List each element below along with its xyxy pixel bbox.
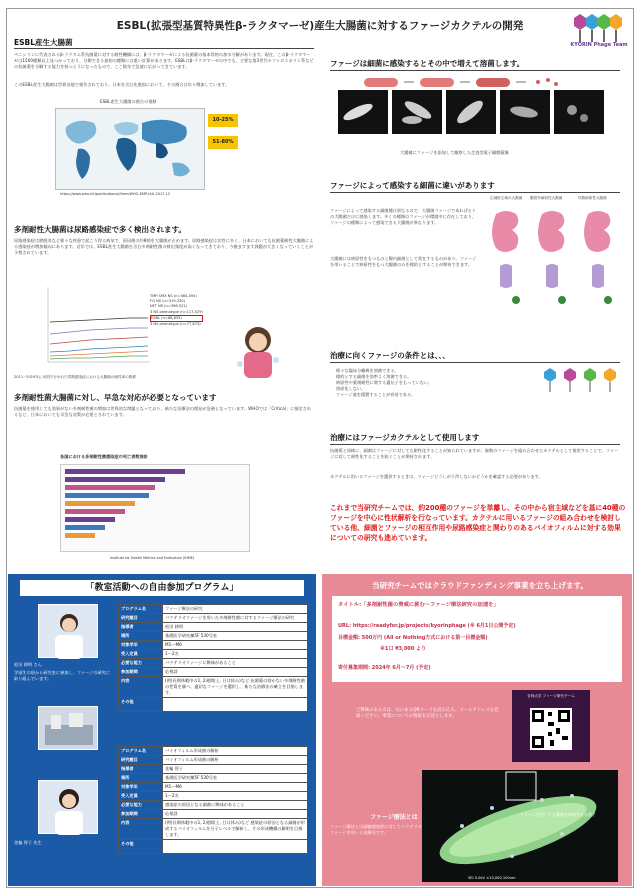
bar (65, 517, 115, 522)
program-title: 「教室活動への自由参加プログラム」 (20, 580, 304, 596)
condition-item: 標的とする細菌を効率よく溶菌できる。 (336, 374, 412, 380)
bar (65, 509, 125, 514)
condition-item: 病原性や薬剤耐性に関する遺伝子をもっていない。 (336, 380, 433, 386)
table-row (119, 605, 308, 614)
map-caption: ESBL産生大腸菌の割合の推移 (100, 99, 157, 104)
sem-image-2 (392, 90, 442, 134)
conditions-list (336, 368, 536, 398)
sem-scale-label: SEI 5.0kV ×10,000 100nm (468, 876, 516, 880)
cf-goal: 目標金額: 500万円 (All or Nothing方式における第一目標金額) (338, 635, 488, 641)
legend-10-25: 10-25% (208, 114, 238, 127)
table-row (119, 783, 308, 792)
lysis-sequence-icon (360, 74, 600, 90)
section-heading-conditions: 治療に向くファージの条件とは、、、 (330, 351, 450, 360)
table-row (119, 792, 308, 801)
bar (65, 485, 155, 490)
phage-therapy-body: ファージ療法とは細菌感染症に対してバクテリオファージを用いる治療法です。 (330, 824, 422, 836)
table-row (119, 819, 308, 840)
table-value (163, 698, 308, 712)
table-key: 内容 (119, 677, 163, 698)
table-row (119, 641, 308, 650)
table-key: 参加期間 (119, 668, 163, 677)
table-row (119, 698, 308, 712)
legend-item: 3 NS phenotype (n=77,673) (150, 322, 201, 327)
cf-note: ご興味のある方は、右にあるQRコードを読み込み、メールアドレスを登録ください。事業についての情報をお送りします。 (356, 708, 499, 720)
table-row (119, 668, 308, 677)
bar (65, 493, 149, 498)
sem-image-4 (500, 90, 550, 134)
photo1-body: 学部生の頃から研究室に参加し、ファージの研究に取り組んでいます。 (14, 670, 111, 682)
bar-caption: 各国における多剤耐性菌感染症の死亡者数推計 (60, 454, 148, 459)
table-value: 松田 耕明 (163, 623, 308, 632)
cf-url: URL: https://readyfor.jp/projects/kyorinphage (※ 6月1日公開予定) (338, 623, 516, 629)
table-key: プログラム名 (119, 605, 163, 614)
section-heading-esbl: ESBL産生大腸菌 (14, 38, 73, 47)
chart-caption: 2011~2019年に米国で行われた尿路感染症における大腸菌の耐性率の推移 (14, 375, 136, 379)
table-key: 対象学年 (119, 641, 163, 650)
table-value: 応相談 (163, 810, 308, 819)
bar (65, 525, 105, 530)
table-row (119, 650, 308, 659)
program-table-1 (118, 604, 308, 712)
table-key: 参加期間 (119, 810, 163, 819)
table-value: 1〜2名 (163, 792, 308, 801)
table-row (119, 774, 308, 783)
qr-code-icon[interactable] (530, 708, 572, 750)
host-label-1: 広域宿主域の大腸菌 (490, 196, 523, 200)
table-key: 指導者 (119, 623, 163, 632)
table-value: バクテリオファージを用いた多剤耐性菌に対するファージ療法の研究 (163, 614, 308, 623)
table-row (119, 623, 308, 632)
table-value: 感染症の原因となる細菌に興味があること (163, 801, 308, 810)
table-row (119, 765, 308, 774)
bacterium-side-caption: ファージを用いて大腸菌を溶菌させる様子 (520, 812, 596, 817)
table-row (119, 677, 308, 698)
researcher-photo-2 (38, 780, 98, 834)
world-map-icon (56, 109, 206, 191)
section-heading-uti: 多剤耐性大腸菌は尿路感染症で多く検出されます。 (14, 225, 186, 234)
host-label-3: 尿路病原性大腸菌 (578, 196, 607, 200)
table-row (119, 659, 308, 668)
logo-text: KYORIN Phage Team (570, 42, 628, 48)
divider (330, 444, 620, 445)
cf-project-title: タイトル:「多剤耐性菌の脅威に挑む〜ファージ療法研究の加速を」 (338, 602, 499, 608)
bar (65, 477, 165, 482)
table-key: 必要な能力 (119, 801, 163, 810)
table-key: 内容 (119, 819, 163, 840)
table-row (119, 810, 308, 819)
sem-image-1 (338, 90, 388, 134)
cf-period: 寄付募集期間: 2024年 6月〜7月 (予定) (338, 665, 431, 671)
divider (330, 70, 620, 71)
table-key: その他 (119, 698, 163, 712)
table-value: 花輪 智子 (163, 765, 308, 774)
section-heading-host-range: ファージによって感染する細菌に違いがあります (330, 181, 495, 190)
divider (330, 192, 620, 193)
section-heading-urgent: 多剤耐性菌大腸菌に対し、早急な対応が必要となっています (14, 393, 217, 402)
bar (65, 469, 185, 474)
bacterium-sem-image (422, 770, 618, 882)
table-key: 研究題目 (119, 614, 163, 623)
table-value: (例)長期休暇中の1, 2週間(土, 日は休み)など 抗菌薬の効かない多剤耐性菌の性質を調べ、適切なファージを選択し、新たな治療法の確立を目指します。 (163, 677, 308, 698)
sem-caption: 大腸菌にファージを添加して観察した走査型電子顕微鏡像 (400, 150, 509, 155)
condition-item: ファージ液を精製することが容易である。 (336, 392, 416, 398)
table-value: 応相談 (163, 668, 308, 677)
program-table-2 (118, 746, 308, 854)
resistance-trend-chart (40, 282, 240, 372)
table-value: 1〜2名 (163, 650, 308, 659)
qr-caption: 杏林大学 ファージ研究チーム (527, 694, 575, 698)
table-key: プログラム名 (119, 747, 163, 756)
legend-item: NFT NS (n=396,521) (150, 304, 188, 309)
table-value: バイオフィルム形成菌の解析 (163, 756, 308, 765)
legend-item: FQ NS (n=319,330) (150, 299, 186, 304)
cf-unit: ※1口 ¥3,000 より (380, 646, 427, 652)
table-key: 指導者 (119, 765, 163, 774)
photo1-caption: 松田 耕明 さん (14, 662, 42, 667)
section-heading-phage-lysis: ファージは細菌に感染するとその中で増えて溶菌します。 (330, 59, 525, 68)
phage-cocktail-icon (540, 364, 630, 394)
table-value: バイオフィルム形成菌の解析 (163, 747, 308, 756)
table-key: 対象学年 (119, 783, 163, 792)
table-key: 研究題目 (119, 756, 163, 765)
divider (14, 48, 314, 49)
host-range-body: ファージによって感染する細菌種は異なるので、大腸菌ファージであればヒトの大腸菌だけに感染します。多くの種類のファージが環境中に存在しており、ファージの種類によって感染できる大腸菌が異なります。 (330, 208, 477, 226)
divider (330, 362, 620, 363)
table-key: 受入定員 (119, 650, 163, 659)
patient-illustration-icon (228, 320, 288, 380)
condition-item: 様々な臨床分離株を溶菌できる。 (336, 368, 399, 373)
cocktail-body-2: カクテルに用いるファージを選択するときは、ファージどうしが干渉しないかどうかを確認する必要があります。 (330, 474, 543, 479)
table-value: M1〜M6 (163, 641, 308, 650)
table-row (119, 840, 308, 854)
table-row (119, 756, 308, 765)
photo2-caption: 花輪 智子 先生 (14, 840, 42, 845)
table-value (163, 840, 308, 854)
crowdfunding-title: 当研究チームではクラウドファンディング事業を立ち上げます。 (372, 581, 588, 590)
poster-title: ESBL(拡張型基質特異性β-ラクタマーゼ)産生大腸菌に対するファージカクテルの開発 (116, 20, 524, 32)
legend-item: TMP-SMX NS (n=364,394) (150, 294, 197, 298)
table-row (119, 801, 308, 810)
lab-photo (38, 706, 98, 750)
table-value: バクテリオファージに興味があること (163, 659, 308, 668)
table-row (119, 747, 308, 756)
intestine-diagram-icon (486, 204, 626, 314)
host-label-2: 腸管外病原性大腸菌 (530, 196, 563, 200)
deaths-bar-chart (60, 464, 250, 552)
table-value: 基礎医学研究棟5F 530号室 (163, 632, 308, 641)
table-row (119, 632, 308, 641)
research-summary-red: これまで当研究チームでは、約200種のファージを単離し、その中から宿主域などを基に40種のファージを中心に性状解析を行なっています。カクテルに用いるファージの組み合わせを検討している他、細菌とファージの相互作用や尿路感染症と関わりのあるバイオフィルムに対する効果についての研究も進めています。 (330, 504, 626, 542)
table-key: 場所 (119, 774, 163, 783)
sem-image-3 (446, 90, 496, 134)
condition-item: 溶原化しない。 (336, 386, 366, 392)
table-key: 必要な能力 (119, 659, 163, 668)
table-key: 場所 (119, 632, 163, 641)
sem-image-5 (554, 90, 604, 134)
table-key: 受入定員 (119, 792, 163, 801)
uti-body: 尿路感染症は膀胱炎など様々な疾患で起こり得る病気で、原因菌の約8割を大腸菌が占めます。尿路感染症は女性に多く、日本においても抗菌薬耐性大腸菌による感染症が増加傾向にあります。近年では、ESBL産生大腸菌を含む多剤耐性菌の検出頻度が高くなってきており、今後ますます課題が大きくなっていくことが予想されています。 (14, 238, 314, 256)
esbl-body: ペニシリンに代表されるβ-ラクタム系抗菌薬に対する耐性機構には、β-ラクタマーゼによる抗菌薬の基本骨格の加水分解があります。現在、このβ-ラクタマーゼは1500種類以上見つかっており、分類できる最初の種類には重い計算があります。ESBLはβ-ラクタマーゼの中でも、主要な第3世代セファロスポリン系などの抗菌薬を分解する能力を持つようになったもので、ここ数年で急速に広がってきています。 (14, 52, 314, 70)
bar (65, 533, 95, 538)
urgent-body: 抗菌薬を使用しても効果がない多剤耐性菌の増加は世界的な問題となっており、新たな治療法の開発が急務となっています。WHOでは「Critical」に指定されるなど、日本においても早急な対策が必要とされています。 (14, 406, 312, 418)
map-source: https://www.who.int/publications/i/item/WHO-EMP-IAU-2017.12 (60, 192, 171, 196)
chart-legend (150, 294, 203, 327)
legend-item-esbl: ESBL (n=68,833) (150, 315, 203, 322)
legend-item: 3 NS phenotype (n=117,529) (150, 309, 203, 314)
table-row (119, 614, 308, 623)
table-value: M1〜M6 (163, 783, 308, 792)
researcher-photo-1 (38, 604, 98, 658)
esbl-body-2: このESBL産生大腸菌は世界各地で報告されており、日本を含む先進国において、その割合は年々増加しています。 (14, 82, 230, 87)
legend-51-80: 51-80% (208, 136, 238, 149)
phage-therapy-heading: ファージ療法とは (370, 814, 418, 821)
table-key: その他 (119, 840, 163, 854)
world-map-figure (55, 108, 205, 190)
host-range-body-2: 大腸菌には病原性をもつものと腸内細菌として常在するものがあり、ファージを用いることで病原性をもつ大腸菌のみを標的とすることが期待できます。 (330, 256, 477, 268)
cocktail-body: 抗菌薬と同様に、細菌はファージに対しても耐性化することが知られていますが、複数のファージを組み合わせたカクテルとして使用することで、ファージに対して耐性化することを防ぐことが期待されます。 (330, 448, 619, 460)
table-value: 基礎医学研究棟5F 530号室 (163, 774, 308, 783)
table-value: (例)長期休暇中の1, 2週間(土, 日は休み)など 感染症の原因となる細菌が形成するバイオフィルムを分子レベルで解析し、その形成機構の解明を目指します。 (163, 819, 308, 840)
bar-source: Institute for Health Metrics and Evaluation (IHME) (110, 556, 195, 560)
section-heading-cocktail: 治療にはファージカクテルとして使用します (330, 433, 480, 442)
table-value: ファージ療法の研究 (163, 605, 308, 614)
bar (65, 501, 135, 506)
